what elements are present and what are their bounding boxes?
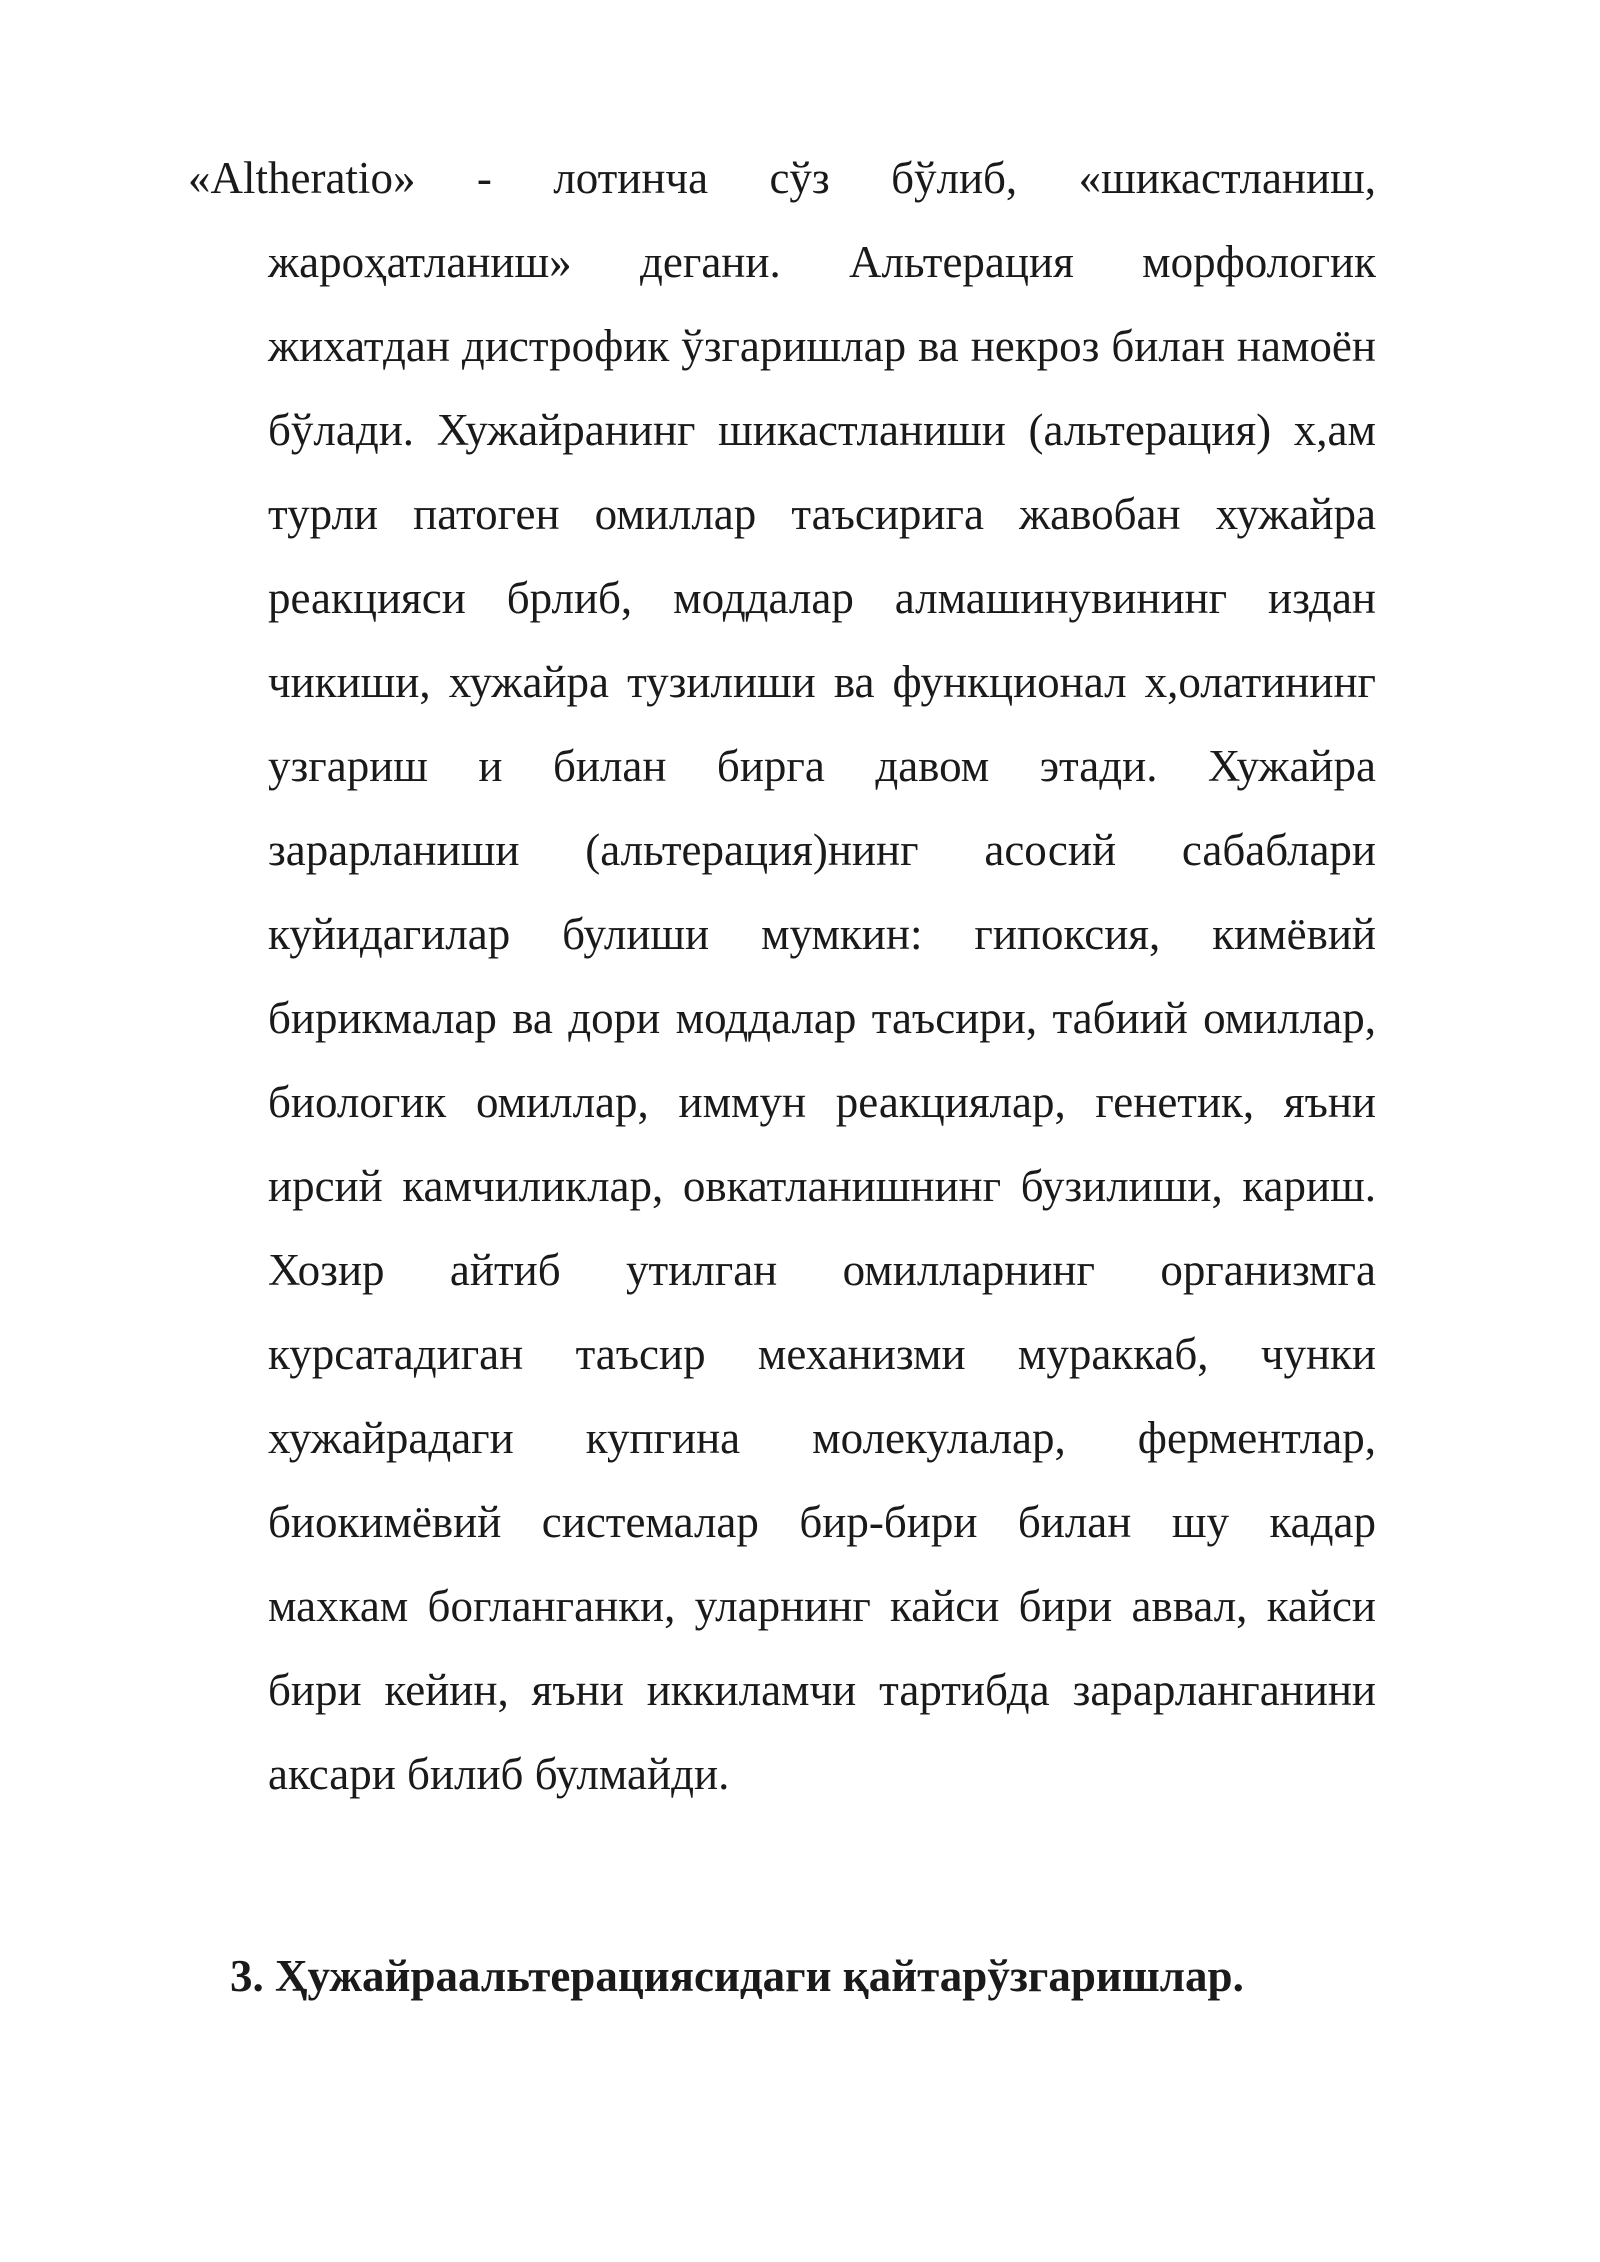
body-paragraph: «Altheratio» - лотинча сўз бўлиб, «шикастланиш, жароҳатланиш» дегани. Альтерация морфологик жихатдан дистрофик ўзгаришлар ва некроз билан намоён бўлади. Хужайранинг шикастланиши (альтерация) х,ам турли патоген омиллар таъсирига жавобан хужайра реакцияси брлиб, моддалар алмашинувининг издан чикиши, хужайра тузилиши ва функционал х,олатининг узгариш и билан бирга давом этади. Хужайра зарарланиши (альтерация)нинг асосий сабаблари куйидагилар булиши мумкин: гипоксия, кимёвий бирикмалар ва дори моддалар таъсири, табиий омиллар, биологик омиллар, иммун реакциялар, генетик, яъни ирсий камчиликлар, овкатланишнинг бузилиши, кариш. Хозир айтиб утилган омилларнинг организмга курсатадиган таъсир механизми мураккаб, чунки хужайрадаги купгина молекулалар, ферментлар, биокимёвий системалар бир-бири билан шу кадар махкам богланганки, уларнинг кайси бири аввал, кайси бири кейин, яъни иккиламчи тартибда зарарланганини аксари билиб булмайди. (188, 153, 1376, 1799)
section-heading: 3. Ҳужайраальтерациясидаги қайтарўзгаришлар. (230, 1951, 1244, 2001)
